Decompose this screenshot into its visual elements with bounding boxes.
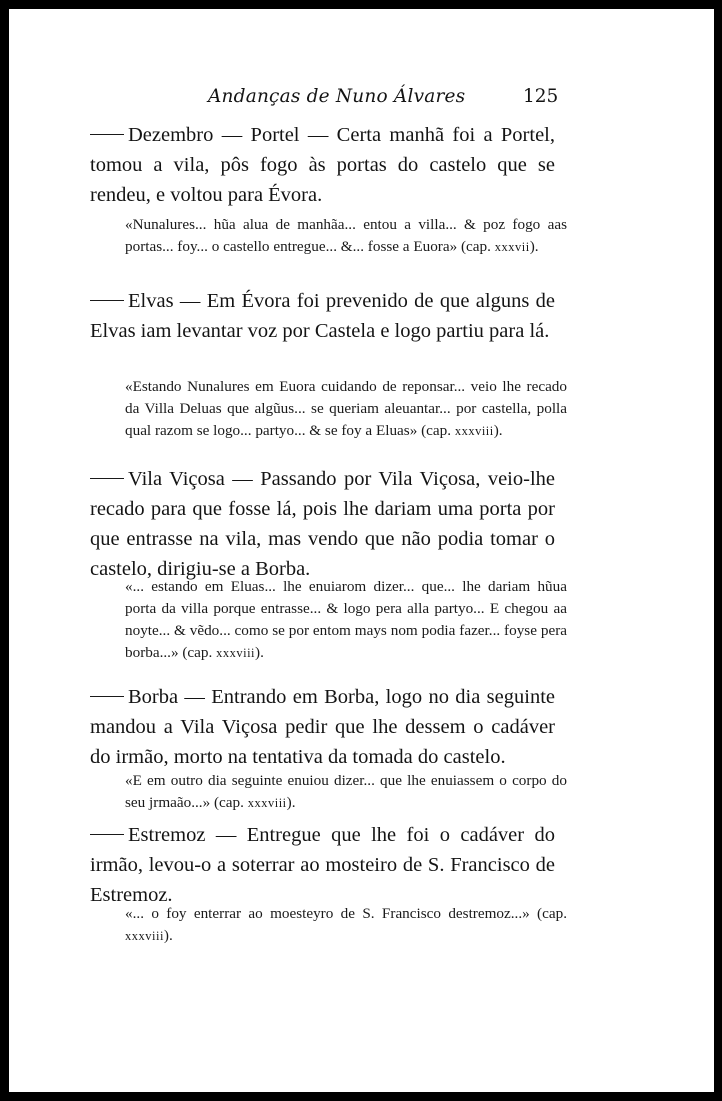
chronicle-quote xyxy=(125,576,567,664)
chronicle-quote xyxy=(125,903,567,947)
chapter-ref: xxxviii xyxy=(454,424,494,438)
entry-text: Elvas — Em Évora foi prevenido de que alguns de Elvas iam levantar voz por Castela e logo partiu para lá. xyxy=(90,290,555,342)
quote-end: ). xyxy=(493,422,503,439)
chapter-ref: xxxviii xyxy=(125,929,164,943)
itinerary-entry xyxy=(90,682,555,772)
chapter-ref: xxxviii xyxy=(216,646,256,660)
chronicle-quote xyxy=(125,214,567,258)
quote-text: «Nunalures... hũa alua de manhãa... entou a villa... & poz fogo aas portas... foy... o castello entregue... &... fosse a Euora» (cap. xyxy=(125,216,567,255)
chronicle-quote xyxy=(125,376,567,442)
em-rule xyxy=(90,300,124,301)
running-title: Andanças de Nuno Álvares xyxy=(208,86,466,107)
page-number: 125 xyxy=(523,86,559,107)
entry-text: Borba — Entrando em Borba, logo no dia seguinte mandou a Vila Viçosa pedir que lhe dessem o cadáver do irmão, morto na tentativa da tomada do castelo. xyxy=(90,686,555,768)
quote-end: ). xyxy=(163,927,173,944)
quote-text: «E em outro dia seguinte enuiou dizer... que lhe enuiassem o corpo do seu jrmaão...» (cap. xyxy=(125,772,567,811)
quote-end: ). xyxy=(255,644,264,661)
quote-end: ). xyxy=(286,794,296,811)
entry-text: Estremoz — Entregue que lhe foi o cadáver do irmão, levou-o a soterrar ao mosteiro de S. Francisco de Estremoz. xyxy=(90,824,555,906)
entry-text: Vila Viçosa — Passando por Vila Viçosa, veio-lhe recado para que fosse lá, pois lhe dariam uma porta por que entrasse na vila, mas vendo que não podia tomar o castelo, dirigiu-se a Borba. xyxy=(90,468,555,580)
chapter-ref: xxxvii xyxy=(494,240,530,254)
quote-text: «... estando em Eluas... lhe enuiarom dizer... que... lhe dariam hũua porta da villa porque entrasse... & logo pera alla partyo... E chegou aa noyte... & vẽdo... como se por entom mays nom podia fazer... foyse pera borba...» (cap. xyxy=(125,578,567,661)
quote-text: «Estando Nunalures em Euora cuidando de reponsar... veio lhe recado da Villa Deluas que algũus... se queriam aleuantar... por castella, polla qual razom se logo... partyo... & se foy a Eluas» (cap. xyxy=(125,378,567,439)
book-page xyxy=(9,9,714,1092)
chapter-ref: xxxviii xyxy=(247,796,287,810)
itinerary-entry xyxy=(90,286,555,346)
page-header xyxy=(9,86,714,110)
em-rule xyxy=(90,834,124,835)
quote-text: «... o foy enterrar ao moesteyro de S. Francisco destremoz...» (cap. xyxy=(125,905,567,922)
itinerary-entry xyxy=(90,820,555,910)
itinerary-entry xyxy=(90,120,555,210)
chronicle-quote xyxy=(125,770,567,814)
em-rule xyxy=(90,478,124,479)
itinerary-entry xyxy=(90,464,555,584)
em-rule xyxy=(90,696,124,697)
em-rule xyxy=(90,134,124,135)
entry-text: Dezembro — Portel — Certa manhã foi a Portel, tomou a vila, pôs fogo às portas do castelo que se rendeu, e voltou para Évora. xyxy=(90,124,555,206)
quote-end: ). xyxy=(529,238,539,255)
